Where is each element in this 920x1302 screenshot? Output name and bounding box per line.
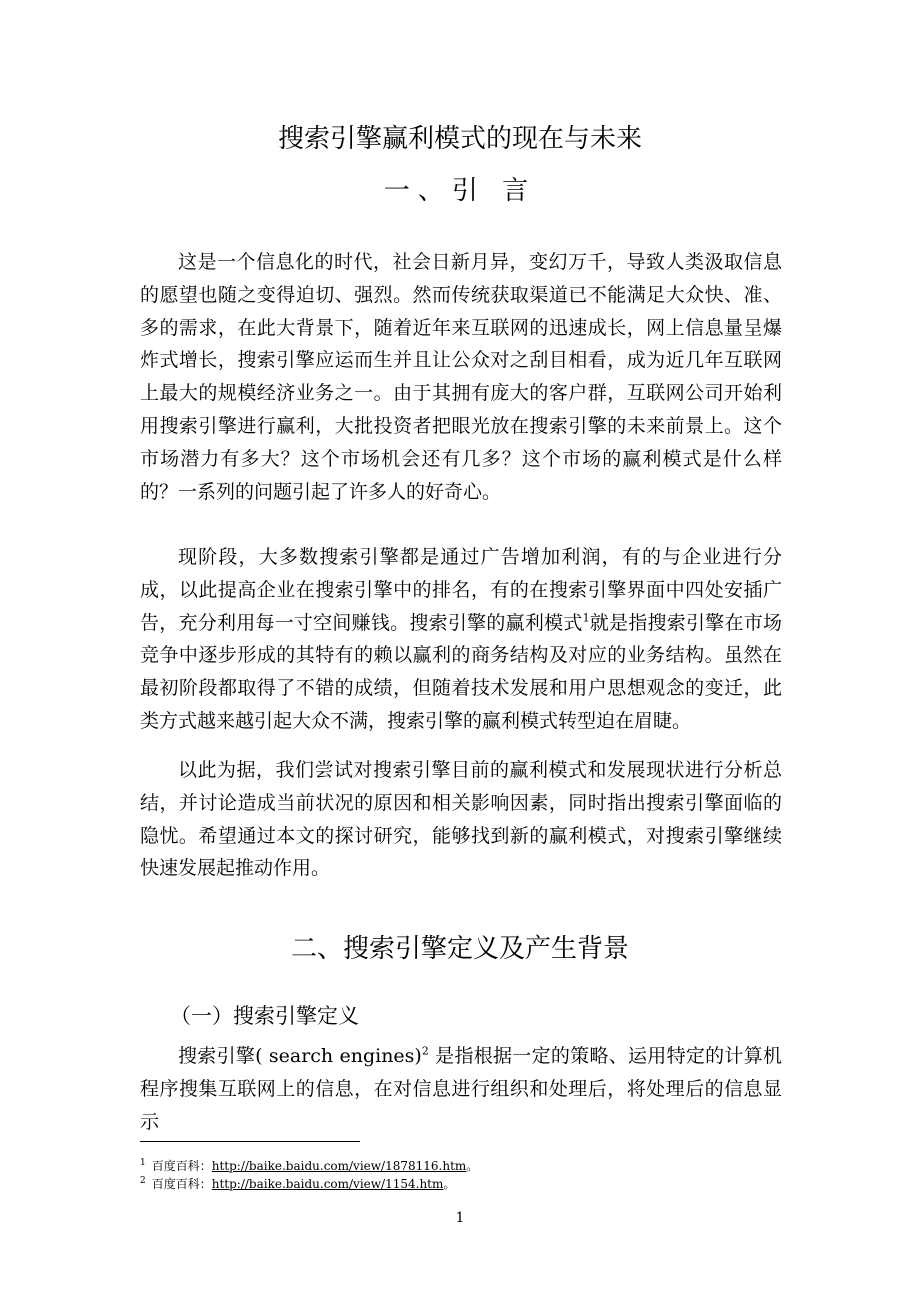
paragraph-3: 以此为据，我们尝试对搜索引擎目前的赢利模式和发展现状进行分析总结，并讨论造成当前状况的原因和相关影响因素，同时指出搜索引擎面临的隐忧。希望通过本文的探讨研究，能够找到新的赢利模式，对搜索引擎继续快速发展起推动作用。 xyxy=(140,759,782,880)
section-heading-introduction: 一、引 言 xyxy=(383,176,537,206)
paragraph-2-text-a: 现阶段，大多数搜索引擎都是通过广告增加利润，有的与企业进行分成，以此提高企业在搜索引擎中的排名，有的在搜索引擎界面中四处安插广告，充分利用每一寸空间赚钱。搜索引擎的赢利模式 xyxy=(140,546,782,634)
footnote-1-label: 百度百科： xyxy=(151,1159,212,1173)
footnote-2-number: 2 xyxy=(140,1176,146,1186)
paragraph-4-text-a: 搜索引擎( search engines) xyxy=(178,1045,422,1067)
footnote-2-link[interactable]: http://baike.baidu.com/view/1154.htm xyxy=(211,1177,444,1191)
paragraph-4-text-b: 是指根据一定的策略、运用特定的计算机程序搜集互联网上的信息，在对信息进行组织和处理后，将处理后的信息显示 xyxy=(140,1045,782,1133)
footnote-2-end: 。 xyxy=(443,1177,456,1191)
subsection-heading-definition: （一）搜索引擎定义 xyxy=(170,1004,359,1028)
paragraph-4 xyxy=(140,1040,782,1138)
paragraph-2-text-b: 就是指搜索引擎在市场竞争中逐步形成的其特有的赖以赢利的商务结构及对应的业务结构。虽然在最初阶段都取得了不错的成绩，但随着技术发展和用户思想观念的变迁，此类方式越来越引起大众不满，搜索引擎的赢利模式转型迫在眉睫。 xyxy=(140,611,782,732)
footnote-2-label: 百度百科： xyxy=(151,1177,212,1191)
footnote-ref-1[interactable]: 1 xyxy=(582,611,590,625)
footnote-1-end: 。 xyxy=(466,1159,479,1173)
footnote-2 xyxy=(140,1173,455,1192)
footnote-1 xyxy=(140,1155,478,1174)
footnote-ref-2[interactable]: 2 xyxy=(421,1044,429,1058)
page-number: 1 xyxy=(455,1210,465,1226)
footnote-1-number: 1 xyxy=(140,1158,146,1168)
paragraph-1: 这是一个信息化的时代，社会日新月异，变幻万千，导致人类汲取信息的愿望也随之变得迫切、强烈。然而传统获取渠道已不能满足大众快、准、多的需求，在此大背景下，随着近年来互联网的迅速成长，网上信息量呈爆炸式增长，搜索引擎应运而生并且让公众对之刮目相看，成为近几年互联网上最大的规模经济业务之一。由于其拥有庞大的客户群，互联网公司开始利用搜索引擎进行赢利，大批投资者把眼光放在搜索引擎的未来前景上。这个市场潜力有多大？这个市场机会还有几多？这个市场的赢利模式是什么样的？一系列的问题引起了许多人的好奇心。 xyxy=(140,251,782,503)
paragraph-2 xyxy=(140,541,782,738)
document-title: 搜索引擎赢利模式的现在与未来 xyxy=(277,124,642,154)
section-heading-definition-background: 二、搜索引擎定义及产生背景 xyxy=(290,934,629,964)
footnote-divider xyxy=(140,1141,360,1142)
footnote-1-link[interactable]: http://baike.baidu.com/view/1878116.htm xyxy=(211,1159,467,1173)
